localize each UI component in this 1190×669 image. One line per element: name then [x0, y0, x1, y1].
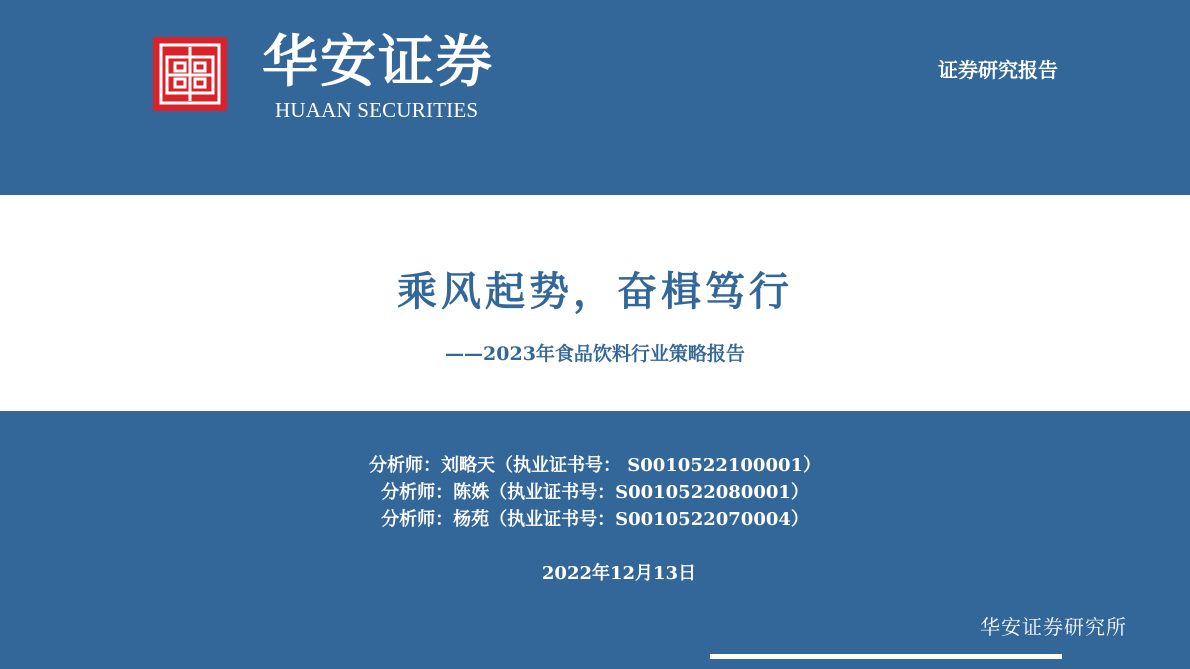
- analyst-list: [0, 452, 1190, 533]
- analyst-line: 分析师：陈姝（执业证书号：S0010522080001）: [381, 482, 809, 503]
- analyst-line: 分析师：杨苑（执业证书号：S0010522070004）: [381, 509, 809, 530]
- report-date: 2022年12月13日: [541, 563, 697, 584]
- logo-english-name: HUAAN SECURITIES: [275, 98, 479, 122]
- report-type-label: 证券研究报告: [938, 58, 1058, 82]
- institute-name: 华安证券研究所: [980, 615, 1127, 639]
- footer-divider: [710, 654, 1062, 659]
- analyst-line: 分析师：刘略天（执业证书号： S0010522100001）: [368, 455, 822, 476]
- report-title: 乘风起势，奋楫笃行: [397, 268, 793, 315]
- huaan-logo-icon: [153, 37, 227, 111]
- report-subtitle: ——2023年食品饮料行业策略报告: [445, 343, 745, 365]
- logo-chinese-name: 华安证券: [262, 29, 494, 95]
